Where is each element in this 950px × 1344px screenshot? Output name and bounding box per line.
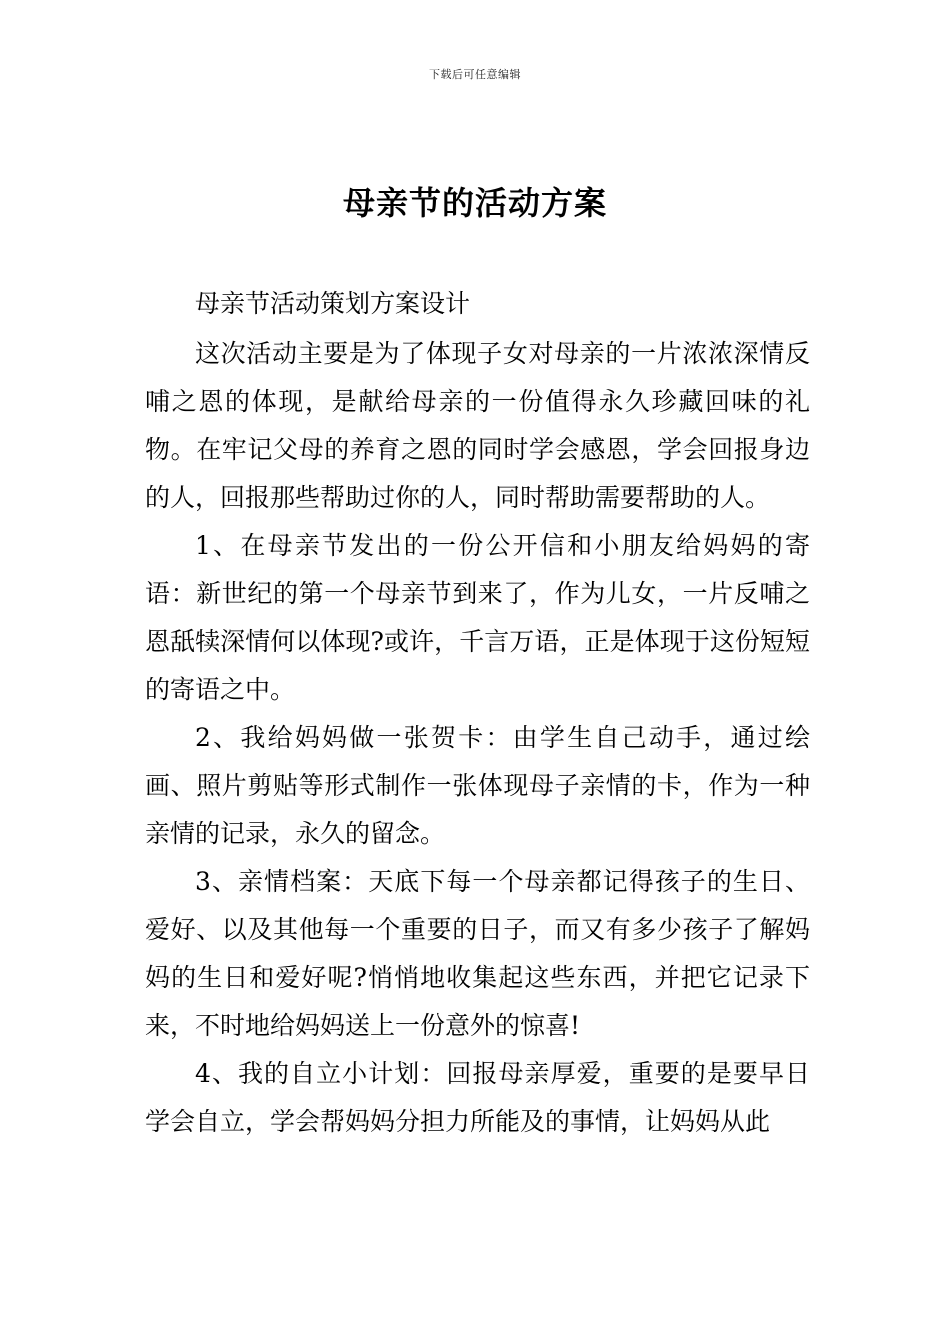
- paragraph-item-4: 4、我的自立小计划：回报母亲厚爱，重要的是要早日学会自立，学会帮妈妈分担力所能及的事情，让妈妈从此: [145, 1059, 810, 1136]
- document-subtitle: 母亲节活动策划方案设计: [195, 289, 471, 318]
- header-note: 下载后可任意编辑: [429, 68, 521, 81]
- paragraph-item-1: 1、在母亲节发出的一份公开信和小朋友给妈妈的寄语：新世纪的第一个母亲节到来了，作为儿女，一片反哺之恩舐犊深情何以体现?或许，千言万语，正是体现于这份短短的寄语之中。: [145, 531, 810, 704]
- paragraph-item-2: 2、我给妈妈做一张贺卡：由学生自己动手，通过绘画、照片剪贴等形式制作一张体现母子亲情的卡，作为一种亲情的记录，永久的留念。: [145, 723, 810, 848]
- document-title: 母亲节的活动方案: [342, 184, 607, 222]
- paragraph-intro: 这次活动主要是为了体现子女对母亲的一片浓浓深情反哺之恩的体现，是献给母亲的一份值得永久珍藏回味的礼物。在牢记父母的养育之恩的同时学会感恩，学会回报身边的人，回报那些帮助过你的人，同时帮助需要帮助的人。: [145, 339, 810, 512]
- document-body: [145, 280, 810, 1146]
- paragraph-item-3: 3、亲情档案：天底下每一个母亲都记得孩子的生日、爱好、以及其他每一个重要的日子，而又有多少孩子了解妈妈的生日和爱好呢?悄悄地收集起这些东西，并把它记录下来，不时地给妈妈送上一份意外的惊喜!: [145, 867, 810, 1040]
